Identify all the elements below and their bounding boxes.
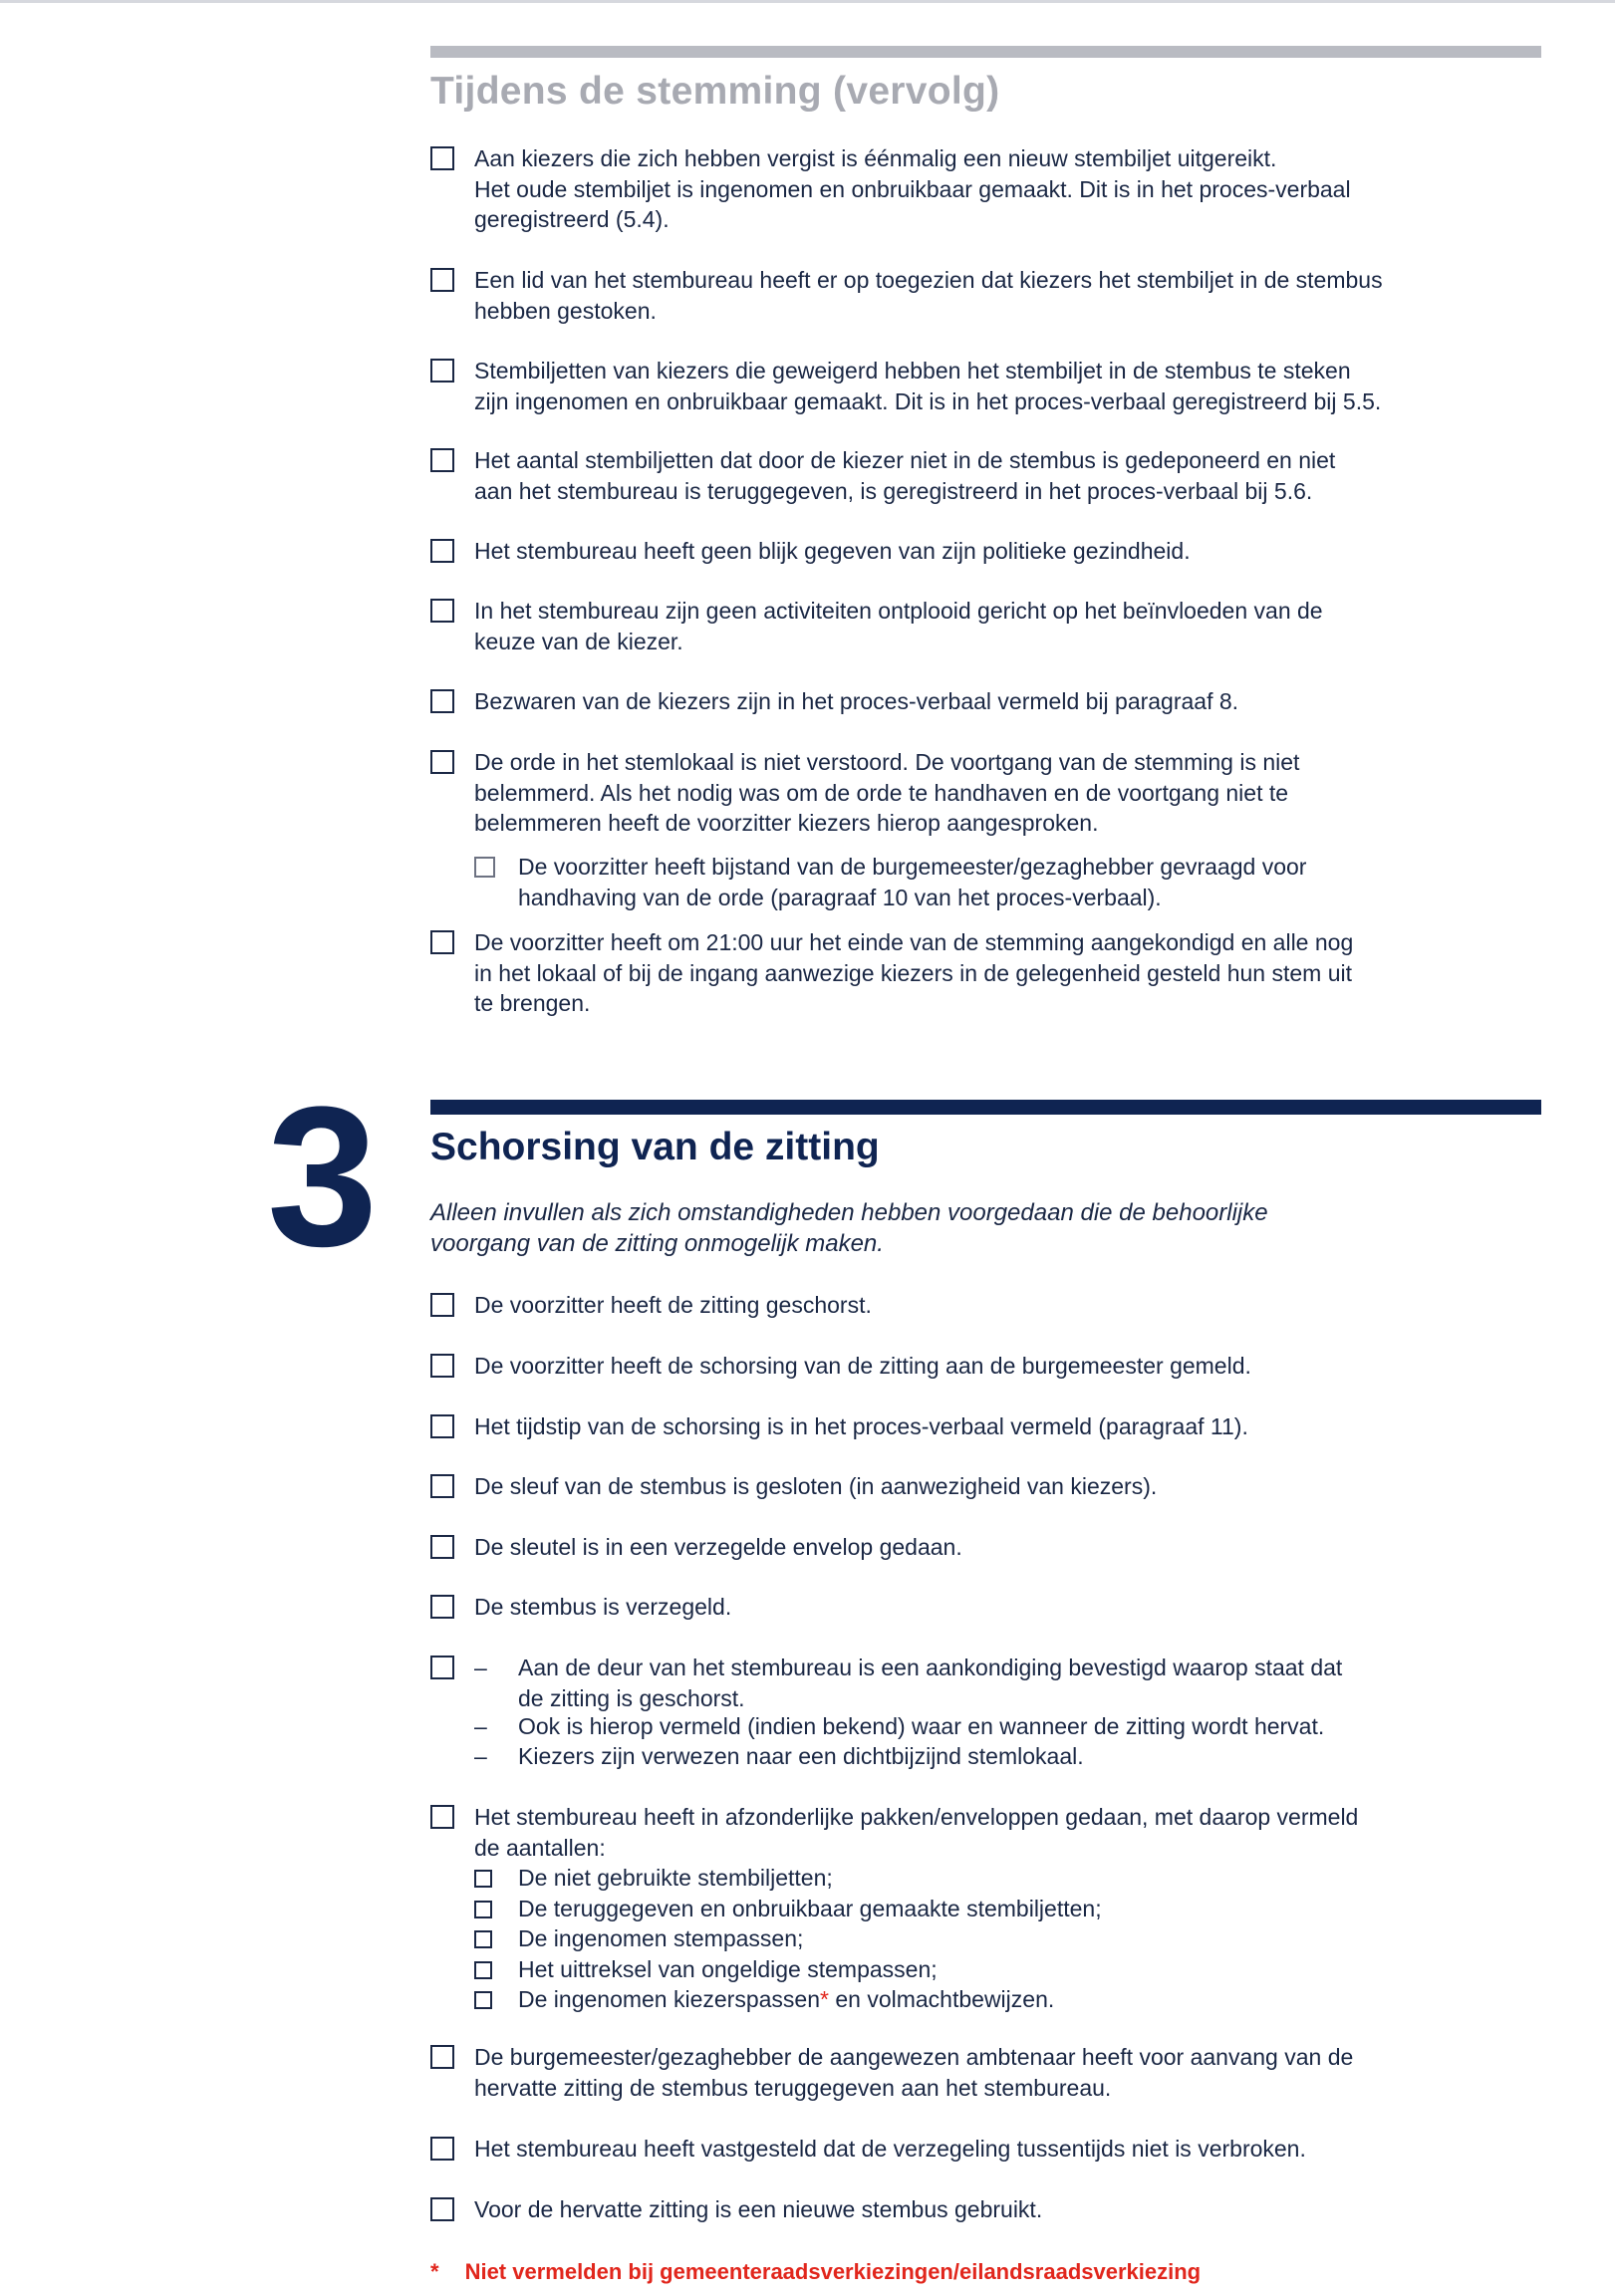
- checkbox[interactable]: [430, 2197, 454, 2221]
- checklist-item-text: Het tijdstip van de schorsing is in het proces-verbaal vermeld (paragraaf 11).: [474, 1413, 1248, 1439]
- dash-item-text: Kiezers zijn verwezen naar een dichtbijzijnd stemlokaal.: [518, 1743, 1084, 1769]
- section-title-continued: Tijdens de stemming (vervolg): [430, 70, 1000, 113]
- checklist-item[interactable]: [430, 2134, 1506, 2165]
- checkbox-small[interactable]: [474, 1961, 492, 1979]
- checkbox[interactable]: [430, 750, 454, 774]
- checklist-item[interactable]: [430, 927, 1506, 1019]
- footnote-text: Niet vermelden bij gemeenteraadsverkiezingen/eilandsraadsverkiezing: [464, 2259, 1202, 2284]
- checkbox[interactable]: [430, 359, 454, 383]
- checkbox[interactable]: [430, 268, 454, 292]
- checklist-item-text: Stembiljetten van kiezers die geweigerd hebben het stembiljet in de stembus te steken zijn ingenomen en onbruikbaar gemaakt. Dit is in het proces-verbaal geregistreerd bij 5.5.: [474, 358, 1382, 414]
- checkbox[interactable]: [430, 1293, 454, 1317]
- checklist-item[interactable]: [430, 1351, 1506, 1382]
- checklist-item[interactable]: [430, 686, 1506, 717]
- checklist-item-text: Het stembureau heeft geen blijk gegeven van zijn politieke gezindheid.: [474, 538, 1191, 564]
- packet-label: [518, 1984, 1471, 2015]
- top-border: [0, 0, 1615, 3]
- checklist-item[interactable]: [430, 536, 1506, 567]
- packet-row[interactable]: [474, 1984, 1471, 2015]
- packet-label-post: en volmachtbewijzen.: [828, 1986, 1055, 2012]
- checkbox[interactable]: [430, 599, 454, 623]
- checklist-item[interactable]: [430, 2042, 1506, 2103]
- section-rule-navy: [430, 1100, 1541, 1115]
- checkbox[interactable]: [430, 1805, 454, 1829]
- checklist-item[interactable]: [430, 356, 1506, 416]
- checkbox[interactable]: [430, 1656, 454, 1679]
- checklist-item[interactable]: [430, 1411, 1506, 1442]
- checkbox[interactable]: [430, 2045, 454, 2069]
- section-intro-text: Alleen invullen als zich omstandigheden hebben voorgedaan die de behoorlijke voorgang van de zitting onmogelijk maken.: [430, 1199, 1268, 1257]
- dash-item-text: Ook is hierop vermeld (indien bekend) waar en wanneer de zitting wordt hervat.: [518, 1713, 1325, 1739]
- packet-row[interactable]: [474, 1894, 1471, 1924]
- checklist-item-text: In het stembureau zijn geen activiteiten ontplooid gericht op het beïnvloeden van de keuze van de kiezer.: [474, 598, 1323, 654]
- section-intro: [430, 1197, 1486, 1259]
- checkbox[interactable]: [430, 2137, 454, 2161]
- packet-row[interactable]: [474, 1954, 1471, 1985]
- checkbox-small[interactable]: [474, 1991, 492, 2009]
- checklist-item[interactable]: [430, 596, 1506, 656]
- checklist-item-text: De voorzitter heeft de schorsing van de zitting aan de burgemeester gemeld.: [474, 1353, 1251, 1379]
- packet-label: Het uittreksel van ongeldige stempassen;: [518, 1955, 938, 1982]
- checklist-item-text: De orde in het stemlokaal is niet verstoord. De voortgang van de stemming is niet belemmerd. Als het nodig was om de orde te handhaven en de voortgang niet te belemmeren heeft de voorzitter kiezers hierop aangesproken.: [474, 749, 1300, 836]
- checkbox[interactable]: [430, 1595, 454, 1619]
- dash-marker: –: [474, 1655, 487, 1680]
- checkbox[interactable]: [430, 448, 454, 472]
- packet-label: De niet gebruikte stembiljetten;: [518, 1865, 833, 1891]
- checklist-item[interactable]: [430, 143, 1506, 235]
- checklist-item-text: Het aantal stembiljetten dat door de kiezer niet in de stembus is gedeponeerd en niet aan het stembureau is teruggegeven, is geregistreerd in het proces-verbaal bij 5.6.: [474, 447, 1336, 504]
- packet-label-pre: De ingenomen kiezerspassen: [518, 1986, 821, 2012]
- checklist-item-text: De sleutel is in een verzegelde envelop gedaan.: [474, 1534, 962, 1560]
- checkbox[interactable]: [474, 857, 495, 878]
- checklist-item-text: De sleuf van de stembus is gesloten (in aanwezigheid van kiezers).: [474, 1473, 1158, 1499]
- checklist-item-text: De voorzitter heeft bijstand van de burgemeester/gezaghebber gevraagd voor handhaving van de orde (paragraaf 10 van het proces-verbaal).: [518, 854, 1307, 910]
- section-rule-grey: [430, 46, 1541, 58]
- packet-row[interactable]: [474, 1863, 1471, 1894]
- checklist-item-text: Aan kiezers die zich hebben vergist is éénmalig een nieuw stembiljet uitgereikt. Het oude stembiljet is ingenomen en onbruikbaar gemaakt. Dit is in het proces-verbaal geregistreerd (5.4).: [474, 145, 1351, 232]
- footnote: [430, 2259, 1201, 2285]
- checklist-item-packets[interactable]: [430, 1802, 1506, 1863]
- checklist-item-text: Een lid van het stembureau heeft er op toegezien dat kiezers het stembiljet in de stembus hebben gestoken.: [474, 267, 1383, 324]
- checkbox[interactable]: [430, 1535, 454, 1559]
- checklist-item-text: De voorzitter heeft om 21:00 uur het einde van de stemming aangekondigd en alle nog in het lokaal of bij de ingang aanwezige kiezers in de gelegenheid gesteld hun stem uit te brengen.: [474, 929, 1354, 1016]
- checklist-item[interactable]: [430, 1290, 1506, 1321]
- checklist-item[interactable]: [430, 1471, 1506, 1502]
- checklist-item-text: De voorzitter heeft de zitting geschorst.: [474, 1292, 872, 1318]
- checklist-item[interactable]: [430, 1592, 1506, 1623]
- footnote-star: *: [430, 2259, 439, 2284]
- packet-label: De ingenomen stempassen;: [518, 1925, 804, 1951]
- checkbox[interactable]: [430, 539, 454, 563]
- checklist-item[interactable]: [430, 747, 1506, 839]
- checkbox[interactable]: [430, 1414, 454, 1438]
- packet-label: De teruggegeven en onbruikbaar gemaakte stembiljetten;: [518, 1895, 1102, 1921]
- checkbox[interactable]: [430, 689, 454, 713]
- dash-marker: –: [474, 1713, 487, 1739]
- checklist-item[interactable]: [430, 445, 1506, 506]
- checklist-item-text: Voor de hervatte zitting is een nieuwe stembus gebruikt.: [474, 2196, 1043, 2222]
- section-number: 3: [267, 1066, 379, 1288]
- checklist-item-text: De burgemeester/gezaghebber de aangewezen ambtenaar heeft voor aanvang van de hervatte zitting de stembus teruggegeven aan het stembureau.: [474, 2044, 1354, 2101]
- dash-item: [474, 1711, 1455, 1742]
- dash-marker: –: [474, 1743, 487, 1769]
- checkbox[interactable]: [430, 146, 454, 170]
- section-title: Schorsing van de zitting: [430, 1126, 880, 1168]
- checklist-item-text: Het stembureau heeft in afzonderlijke pakken/enveloppen gedaan, met daarop vermeld de aantallen:: [474, 1804, 1359, 1861]
- packets-list: [474, 1863, 1471, 2015]
- dash-item: [474, 1741, 1455, 1772]
- checkbox-small[interactable]: [474, 1870, 492, 1888]
- checklist-item-text: Het stembureau heeft vastgesteld dat de verzegeling tussentijds niet is verbroken.: [474, 2136, 1306, 2162]
- checklist-subitem[interactable]: [474, 852, 1490, 912]
- checklist-item-text: Bezwaren van de kiezers zijn in het proces-verbaal vermeld bij paragraaf 8.: [474, 688, 1239, 714]
- checkbox-small[interactable]: [474, 1901, 492, 1918]
- checklist-item[interactable]: [430, 265, 1506, 326]
- checklist-item[interactable]: [430, 2194, 1506, 2225]
- dash-item-text: Aan de deur van het stembureau is een aankondiging bevestigd waarop staat dat de zitting is geschorst.: [518, 1655, 1343, 1711]
- checkbox-small[interactable]: [474, 1930, 492, 1948]
- checklist-item[interactable]: [430, 1532, 1506, 1563]
- checkbox[interactable]: [430, 1354, 454, 1378]
- packet-row[interactable]: [474, 1923, 1471, 1954]
- checklist-item-text: De stembus is verzegeld.: [474, 1594, 732, 1620]
- checkbox[interactable]: [430, 930, 454, 954]
- footnote-marker: *: [820, 1986, 829, 2012]
- checkbox[interactable]: [430, 1474, 454, 1498]
- dash-item: [474, 1653, 1455, 1713]
